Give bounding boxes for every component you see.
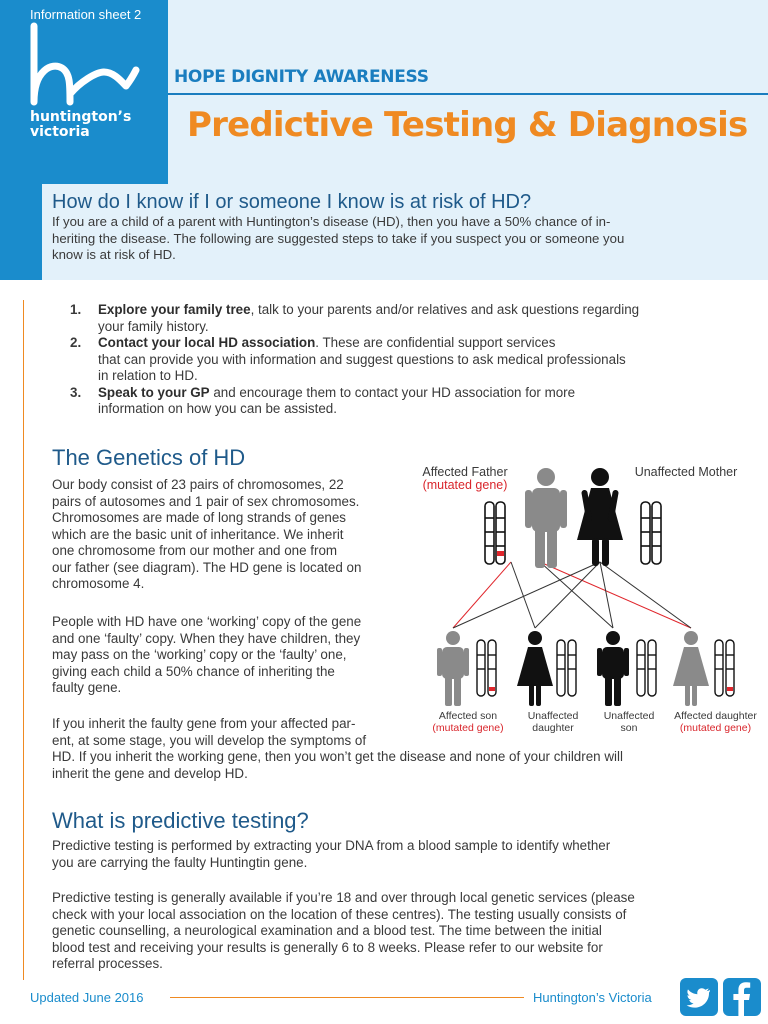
facebook-f-glyph (723, 978, 761, 1016)
step-item (70, 385, 750, 418)
child-label-text: Unaffected (603, 710, 655, 722)
unaffected-son-figure (597, 631, 629, 706)
step-text: that can provide you with information and suggest questions to ask medical professionals (98, 351, 626, 367)
text-line: referral processes. (52, 956, 163, 971)
text-line: People with HD have one ‘working’ copy of the gene (52, 614, 362, 629)
unaffected-son-chromosomes (637, 640, 656, 696)
text-line: faulty gene. (52, 680, 122, 695)
logo-line-2: victoria (30, 124, 90, 140)
affected-father-figure (525, 468, 567, 568)
unaffected-daughter-chromosomes (557, 640, 576, 696)
inheritance-diagram (415, 458, 768, 740)
header-title-panel (168, 0, 768, 184)
margin-rule (23, 300, 24, 980)
mother-label: Unaffected Mother (634, 465, 738, 479)
line-father-son (453, 562, 511, 628)
text-line: Predictive testing is performed by extracting your DNA from a blood sample to identify whether (52, 838, 611, 853)
step-text: and encourage them to contact your HD association for more (209, 384, 576, 400)
sheet-label: Information sheet 2 (30, 7, 142, 22)
father-label-sub: (mutated gene) (422, 478, 508, 492)
step-bold: Explore your family tree (98, 302, 251, 317)
text-line: Predictive testing is generally available if you’re 18 and over through local genetic services (please (52, 890, 635, 905)
child-label-1 (423, 710, 513, 734)
text-line: Chromosomes are made of long strands of genes (52, 510, 347, 525)
child-label-4 (663, 710, 768, 734)
line-mother-son (453, 562, 600, 628)
text-line: you are carrying the faulty Huntingtin gene. (52, 854, 308, 870)
inheritance-lines (453, 562, 691, 628)
steps-list (70, 302, 750, 418)
huntingtons-victoria-logo (24, 22, 142, 108)
predictive-para-2 (52, 890, 752, 973)
side-accent-strip (0, 184, 42, 280)
child-label-text: Affected daughter (674, 710, 757, 722)
twitter-icon[interactable] (680, 978, 718, 1016)
text-line: one chromosome from our mother and one from (52, 543, 338, 558)
genetics-para-3 (52, 716, 417, 749)
child-label-sub: son (620, 722, 638, 734)
logo-line-1: huntington’s (30, 109, 132, 125)
child-label-sub: (mutated gene) (432, 722, 504, 734)
text-line: HD. If you inherit the working gene, then you won’t get the disease and none of your children will (52, 749, 623, 764)
step-number: 1. (70, 302, 82, 317)
step-text: , talk to your parents and/or relatives and ask questions regarding (250, 302, 640, 317)
text-line: chromosome 4. (52, 576, 145, 591)
affected-daughter-chromosomes (715, 640, 734, 696)
page-title: Predictive Testing & Diagnosis (187, 105, 748, 145)
step-text: . These are confidential support services (315, 335, 556, 350)
line-father-daughter (511, 562, 535, 628)
child-label-text: Affected son (438, 710, 498, 722)
text-line: our father (see diagram). The HD gene is located on (52, 559, 362, 575)
child-label-text: Unaffected (527, 710, 579, 722)
text-line: inherit the gene and develop HD. (52, 765, 248, 781)
text-line: which are the basic unit of inheritance. We inherit (52, 526, 344, 542)
intro-text (52, 214, 758, 264)
line-mother-daughter (535, 562, 600, 628)
logo-wordmark (30, 110, 131, 140)
line-father-daughter2 (540, 562, 691, 628)
child-label-sub: daughter (532, 722, 574, 734)
text-line: giving each child a 50% chance of inheriting the (52, 663, 335, 679)
intro-box (42, 184, 768, 280)
step-number: 2. (70, 335, 82, 350)
header-divider (168, 93, 768, 95)
affected-son-chromosomes (477, 640, 496, 696)
affected-daughter-figure (673, 631, 709, 706)
step-bold: Speak to your GP (98, 384, 210, 400)
unaffected-daughter-figure (517, 631, 553, 706)
unaffected-mother-figure (577, 468, 623, 566)
step-bold: Contact your local HD association (98, 335, 316, 350)
intro-line: If you are a child of a parent with Huntington’s disease (HD), then you have a 50% chance of in- (52, 214, 611, 229)
step-text: in relation to HD. (98, 368, 198, 383)
genetics-para-2 (52, 614, 412, 697)
updated-date: Updated June 2016 (30, 990, 144, 1005)
intro-heading: How do I know if I or someone I know is at risk of HD? (52, 191, 532, 213)
diagram-graphic (415, 458, 768, 708)
footer-org: Huntington’s Victoria (533, 990, 652, 1005)
facebook-icon[interactable] (723, 978, 761, 1016)
child-label-3 (591, 710, 667, 734)
step-item (70, 335, 750, 385)
child-label-2 (513, 710, 593, 734)
genetics-para-3-cont (52, 749, 752, 782)
twitter-bird-glyph (680, 978, 718, 1016)
intro-line: heriting the disease. The following are suggested steps to take if you suspect you or someone you (52, 230, 625, 246)
father-chromosomes (485, 502, 505, 564)
line-mother-daughter2 (600, 562, 691, 628)
step-text: information on how you can be assisted. (98, 401, 337, 416)
tagline: HOPE DIGNITY AWARENESS (174, 67, 429, 87)
mother-chromosomes (641, 502, 661, 564)
predictive-para-1 (52, 838, 752, 871)
genetics-heading: The Genetics of HD (52, 445, 246, 470)
text-line: may pass on the ‘working’ copy or the ‘faulty’ one, (52, 647, 347, 662)
intro-line: know is at risk of HD. (52, 247, 176, 262)
predictive-heading: What is predictive testing? (52, 808, 309, 833)
step-number: 3. (70, 384, 82, 400)
text-line: and one ‘faulty’ copy. When they have children, they (52, 630, 361, 646)
child-label-sub: (mutated gene) (679, 722, 752, 734)
text-line: If you inherit the faulty gene from your affected par- (52, 716, 356, 731)
text-line: Our body consist of 23 pairs of chromosomes, 22 (52, 477, 344, 492)
step-text: your family history. (98, 318, 209, 334)
footer-divider (170, 997, 524, 998)
text-line: ent, at some stage, you will develop the symptoms of (52, 732, 367, 748)
text-line: pairs of autosomes and 1 pair of sex chromosomes. (52, 493, 360, 509)
text-line: genetic counselling, a neurological examination and a blood test. The time between the initial (52, 923, 602, 938)
text-line: check with your local association on the location of these centres). The testing usually consists of (52, 906, 627, 922)
affected-son-figure (437, 631, 469, 706)
father-label-text: Affected Father (422, 465, 508, 479)
text-line: blood test and receiving your results is generally 6 to 8 weeks. Please refer to our website for (52, 939, 603, 955)
genetics-para-1 (52, 477, 412, 593)
step-item (70, 302, 750, 335)
